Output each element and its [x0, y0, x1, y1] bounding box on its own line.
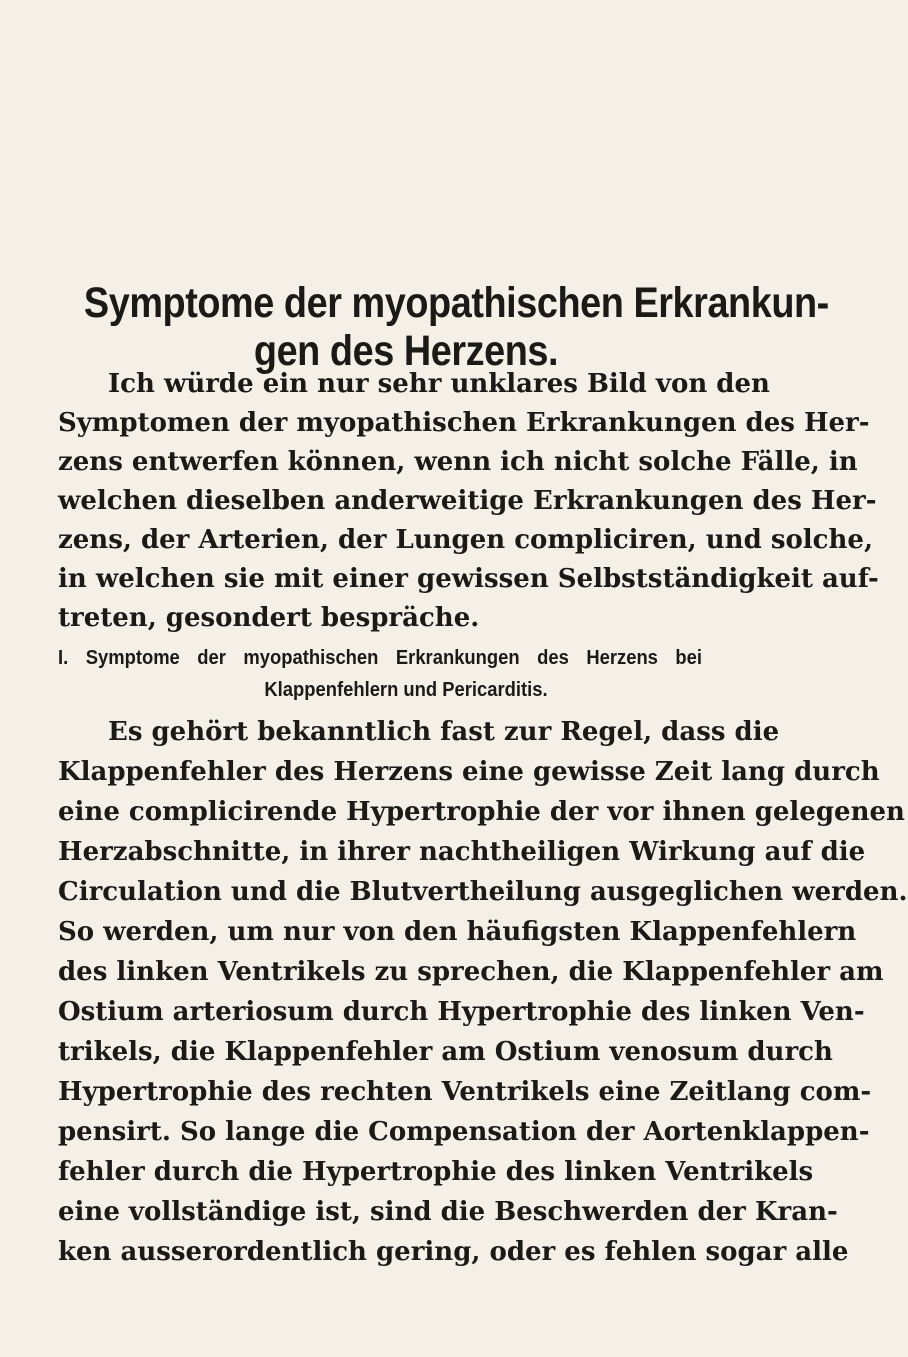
paragraph-1-line: Ich würde ein nur sehr unklares Bild von den	[108, 369, 770, 399]
paragraph-1-line: welchen dieselben anderweitige Erkrankungen des Her-	[58, 486, 877, 516]
paragraph-2-line: ken ausserordentlich gering, oder es fehlen sogar alle	[58, 1237, 849, 1267]
paragraph-1-line: in welchen sie mit einer gewissen Selbstständigkeit auf-	[58, 564, 879, 594]
chapter-title-line-2: gen des Herzens.	[253, 327, 559, 375]
paragraph-1-line: Symptomen der myopathischen Erkrankungen des Her-	[58, 408, 870, 438]
paragraph-2-line: fehler durch die Hypertrophie des linken Ventrikels	[58, 1157, 814, 1187]
section-heading-line-1: I. Symptome der myopathischen Erkrankungen des Herzens bei	[58, 647, 702, 669]
paragraph-2-line: des linken Ventrikels zu sprechen, die Klappenfehler am	[58, 957, 884, 987]
paragraph-2-line: eine complicirende Hypertrophie der vor ihnen gelegenen	[58, 797, 905, 827]
paragraph-1-line: treten, gesondert bespräche.	[58, 603, 480, 633]
paragraph-2-line: Hypertrophie des rechten Ventrikels eine Zeitlang com-	[58, 1077, 872, 1107]
paragraph-1-line: zens entwerfen können, wenn ich nicht solche Fälle, in	[58, 447, 858, 477]
paragraph-2-line: Herzabschnitte, in ihrer nachtheiligen Wirkung auf die	[58, 837, 866, 867]
paragraph-2-line: pensirt. So lange die Compensation der Aortenklappen-	[58, 1117, 870, 1147]
paragraph-2-line: Klappenfehler des Herzens eine gewisse Zeit lang durch	[58, 757, 880, 787]
paragraph-2-line: So werden, um nur von den häufigsten Klappenfehlern	[58, 917, 857, 947]
paragraph-2-line: Es gehört bekanntlich fast zur Regel, dass die	[108, 717, 780, 747]
paragraph-2-line: eine vollständige ist, sind die Beschwerden der Kran-	[58, 1197, 838, 1227]
paragraph-2-line: Ostium arteriosum durch Hypertrophie des linken Ven-	[58, 997, 865, 1027]
chapter-title-line-1: Symptome der myopathischen Erkrankun-	[83, 279, 829, 327]
paragraph-2-line: Circulation und die Blutvertheilung ausgeglichen werden.	[58, 877, 908, 907]
paragraph-1-line: zens, der Arterien, der Lungen compliciren, und solche,	[58, 525, 874, 555]
paragraph-2-line: trikels, die Klappenfehler am Ostium venosum durch	[58, 1037, 833, 1067]
section-heading-line-2: Klappenfehlern und Pericarditis.	[264, 679, 548, 701]
